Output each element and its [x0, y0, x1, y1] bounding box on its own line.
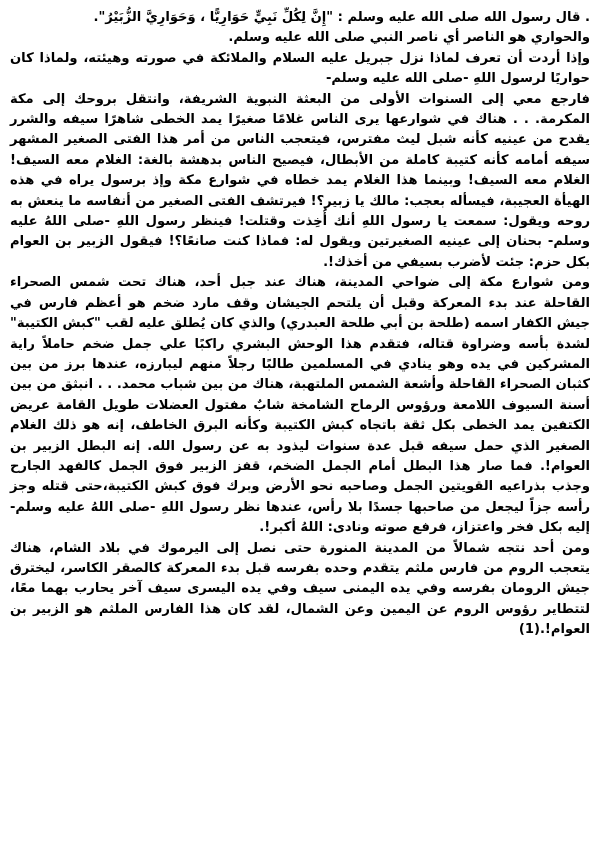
hadith-paragraph: . قال رسول الله صلى الله عليه وسلم : "إِنَّ لِكُلِّ نَبِيٍّ حَوَارِيًّا ، وَحَوَارِيَّ الزُّبَيْرُ". [93, 10, 590, 25]
yarmouk-story-paragraph: ومن أحد نتجه شمالاً من المدينة المنورة حتى نصل إلى اليرموك في بلاد الشام، هناك يتعجب الروم من فارس ملثم يتقدم وحده بفرسه قبل بدء المعركة كالصقر الكاسر، ليخترق جيش الرومان بفرسه وفي يده اليمنى سيف وفي يده اليسرى سيف آخر يحارب بهما معًا، لتتطاير رؤوس الروم عن اليمين وعن الشمال، لقد كان هذا الفارس الملثم هو الزبير بن العوام!.(1) [10, 540, 590, 638]
mecca-story-paragraph: فارجع معي إلى السنوات الأولى من البعثة النبوية الشريفة، وانتقل بروحك إلى مكة المكرمة. . . هناك في شوارعها يرى الناس غلامًا صغيرًا يمد الخطى شاهرًا سيفه والشرر يقدح من عينيه كأنه شبل ليث مفترس، فيتعجب الناس من أمر هذا الفتى الصغير المشهر سيفه أمامه كأنه كتيبة كاملة من الأبطال، فيصيح الناس بدهشة بالغة: الغلام معه السيف! الغلام معه السيف! وبينما هذا الغلام يمد خطاه في شوارع مكة وإذ برسول يراه في هذه الهيأة العجيبة، فيسأله بعجب: مالك يا زبير؟! فيرتشف الفتى الصغير من أنفاسه ما ينعش به روحه ويقول: سمعت يا رسول اللهِ أنك أُخِذت وقتلت! فينظر رسول اللهِ -صلى اللهُ عليه وسلم- بحنان إلى عينيه الصغيرتين ويقول له: فماذا كنت صانعًا؟! فيقول الزبير بن العوام بكل حزم: جئت لأضرب بسيفي من أخذك!. [10, 91, 590, 270]
hawari-definition-paragraph: والحواري هو الناصر أي ناصر النبي صلى الله عليه وسلم. [228, 30, 590, 46]
uhud-story-paragraph: ومن شوارع مكة إلى ضواحي المدينة، هناك عند جبل أحد، هناك تحت شمس الصحراء القاحلة عند بدء المعركة وقبل أن يلتحم الجيشان وقف مارد ضخم هو أعظم فارس في جيش الكفار اسمه (طلحة بن أبي طلحة العبدري) والذي كان يُطلق عليه لقب "كبش الكتيبة" لشدة بأسه وضراوة قتاله، فتقدم هذا الوحش البشري راكبًا علي جمل ضخم حاملاً راية المشركين في يده وهو ينادي في المسلمين طالبًا رجلاً منهم ليبارزه، عندها برز من بين كثبان الصحراء القاحلة وأشعة الشمس الملتهبة، هناك من بين شباب محمد. . . انبثق من بين أسنة السيوف اللامعة ورؤوس الرماح الشامخة شابٌ مفتول العضلات طويل القامة عريض الكتفين يمد الخطى بكل ثقة باتجاه كبش الكتيبة وكأنه البرق الخاطف، إنه هو ذلك الغلام الصغير الذي حمل سيفه قبل عدة سنوات ليذود به عن رسول الله. إنه البطل الزبير بن العوام!. فما صار هذا البطل أمام الجمل الضخم، قفز الزبير فوق الجمل كالفهد الجارح وجذب بذراعيه القويتين الجمل وصاحبه نحو الأرض وبرك فوق كبش الكتيبة،حتى قتله وجز رأسه جزاً ليجعل من صاحبها جسدًا بلا رأس، عندها نظر رسول اللهِ -صلى اللهُ عليه وسلم- إليه بكل فخر واعتزاز، فرفع صوته ونادى: اللهُ أكبر!. [10, 275, 590, 536]
question-paragraph: وإذا أردت أن تعرف لماذا نزل جبريل عليه السلام والملائكة في صورته وهيئته، ولماذا كان حواريًا لرسول اللهِ -صلى الله عليه وسلم- [10, 50, 590, 87]
